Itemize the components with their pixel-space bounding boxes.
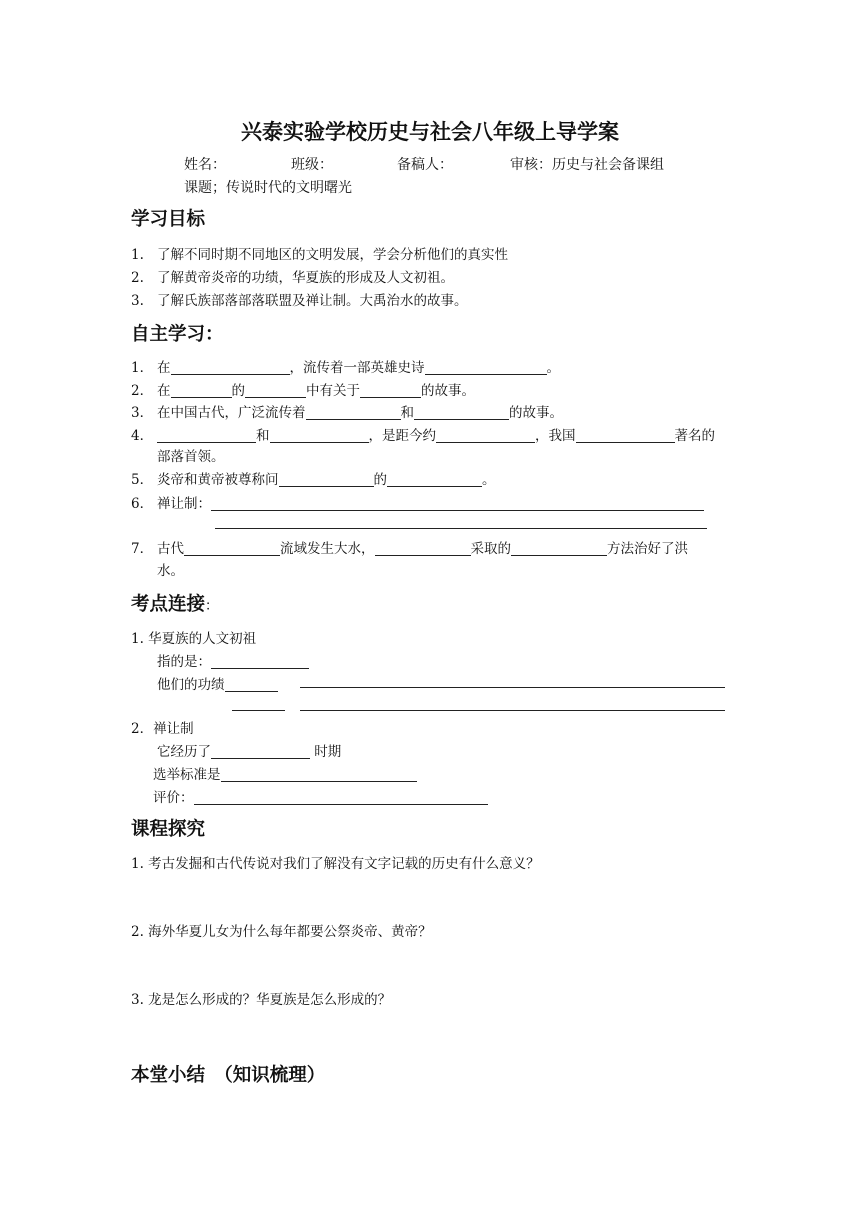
q2-text-a: 在 xyxy=(157,383,171,399)
criteria-blank[interactable] xyxy=(221,768,417,782)
q6-blank-2[interactable] xyxy=(215,528,707,529)
period-label: 它经历了 xyxy=(157,744,211,760)
q4-number: 4． xyxy=(131,428,154,444)
topic-label: 课题；传说时代的文明曙光 xyxy=(184,180,352,196)
q4-text-a: 和 xyxy=(256,428,270,444)
self-study-q4 xyxy=(131,424,715,444)
criteria-row xyxy=(153,763,417,783)
q6-blank-1[interactable] xyxy=(211,497,704,511)
q4-blank-4[interactable] xyxy=(576,429,675,443)
merits-label: 他们的功绩 xyxy=(157,677,225,693)
merits-row xyxy=(157,673,278,693)
q5-text-c: 。 xyxy=(482,472,496,488)
q5-blank-2[interactable] xyxy=(387,473,482,487)
exam-points-heading-colon: ： xyxy=(205,598,219,614)
period-suffix: 时期 xyxy=(314,744,342,760)
exam-points-heading-text: 考点连接 xyxy=(131,594,206,615)
refers-blank[interactable] xyxy=(211,655,309,669)
exam-item-1-title: 1. 华夏族的人文初祖 xyxy=(131,631,257,647)
q4-text-d: 著名的 xyxy=(674,428,715,444)
q2-text-c: 中有关于 xyxy=(306,383,360,399)
q3-text-a: 在中国古代，广泛流传着 xyxy=(157,405,306,421)
q2-number: 2． xyxy=(131,383,154,399)
q2-blank-2[interactable] xyxy=(245,384,306,398)
objective-item xyxy=(131,243,508,263)
self-study-q2 xyxy=(131,379,475,399)
q5-text-b: 的 xyxy=(373,472,387,488)
q7-text-c: 采取的 xyxy=(470,541,511,557)
q3-blank-1[interactable] xyxy=(306,406,401,420)
q1-blank-2[interactable] xyxy=(425,361,547,375)
q4-continuation: 部落首领。 xyxy=(157,449,225,465)
q7-number: 7． xyxy=(131,541,154,557)
q7-continuation: 水。 xyxy=(157,563,184,579)
objective-number: 2. xyxy=(131,270,144,286)
q6-text-a: 禅让制： xyxy=(157,496,211,512)
evaluation-label: 评价： xyxy=(153,790,194,806)
q2-text-d: 的故事。 xyxy=(421,383,475,399)
q5-blank-1[interactable] xyxy=(279,473,374,487)
q7-blank-2[interactable] xyxy=(375,542,471,556)
q7-text-a: 古代 xyxy=(157,541,184,557)
self-study-q1 xyxy=(131,356,560,376)
q4-text-b: ，是距今约 xyxy=(368,428,436,444)
q1-text-b: ，流传着一部英雄史诗 xyxy=(289,360,425,376)
q7-text-b: 流域发生大水， xyxy=(280,541,375,557)
q3-text-c: 的故事。 xyxy=(509,405,563,421)
q2-blank-3[interactable] xyxy=(360,384,421,398)
self-study-q6 xyxy=(131,492,704,512)
q1-text-c: 。 xyxy=(546,360,560,376)
q4-blank-1[interactable] xyxy=(157,429,256,443)
q2-text-b: 的 xyxy=(231,383,245,399)
exam-item-2-title: 2．禅让制 xyxy=(131,721,194,737)
q7-blank-3[interactable] xyxy=(511,542,607,556)
objective-text: 了解不同时期不同地区的文明发展，学会分析他们的真实性 xyxy=(157,247,508,263)
q1-text-a: 在 xyxy=(157,360,171,376)
inquiry-heading: 课程探究 xyxy=(131,819,206,840)
q2-blank-1[interactable] xyxy=(171,384,232,398)
inquiry-question-1: 1. 考古发掘和古代传说对我们了解没有文字记载的历史有什么意义？ xyxy=(131,856,540,872)
objectives-heading: 学习目标 xyxy=(131,209,206,230)
name-label: 姓名： xyxy=(184,157,226,173)
merits-blank-3[interactable] xyxy=(232,710,285,711)
objective-item xyxy=(131,266,454,286)
class-label: 班级： xyxy=(291,157,333,173)
author-label: 备稿人： xyxy=(397,157,453,173)
q5-text-a: 炎帝和黄帝被尊称问 xyxy=(157,472,279,488)
period-row xyxy=(157,740,341,760)
q7-text-d: 方法治好了洪 xyxy=(607,541,688,557)
objective-item xyxy=(131,289,468,309)
self-study-q3 xyxy=(131,401,563,421)
q3-text-b: 和 xyxy=(400,405,414,421)
merits-blank-1[interactable] xyxy=(225,678,278,692)
summary-heading: 本堂小结 （知识梳理） xyxy=(131,1065,326,1086)
q6-number: 6． xyxy=(131,496,154,512)
page-title: 兴泰实验学校历史与社会八年级上导学案 xyxy=(241,119,619,144)
criteria-label: 选举标准是 xyxy=(153,767,221,783)
refers-row xyxy=(157,650,309,670)
evaluation-row xyxy=(153,786,488,806)
self-study-q5 xyxy=(131,468,496,488)
q1-blank-1[interactable] xyxy=(171,361,290,375)
q3-number: 3． xyxy=(131,405,154,421)
inquiry-question-3: 3. 龙是怎么形成的？华夏族是怎么形成的？ xyxy=(131,992,392,1008)
merits-blank-2[interactable] xyxy=(300,687,725,688)
q7-blank-1[interactable] xyxy=(184,542,280,556)
refers-label: 指的是： xyxy=(157,654,211,670)
self-study-heading: 自主学习： xyxy=(131,324,224,345)
q3-blank-2[interactable] xyxy=(414,406,509,420)
period-blank[interactable] xyxy=(211,745,310,759)
review-label: 审核：历史与社会备课组 xyxy=(510,157,664,173)
self-study-q7 xyxy=(131,537,688,557)
evaluation-blank[interactable] xyxy=(194,791,488,805)
objective-number: 1. xyxy=(131,247,144,263)
q4-blank-3[interactable] xyxy=(436,429,535,443)
merits-blank-4[interactable] xyxy=(300,710,725,711)
q5-number: 5． xyxy=(131,472,154,488)
objective-number: 3. xyxy=(131,293,144,309)
exam-points-heading xyxy=(131,590,219,616)
objective-text: 了解黄帝炎帝的功绩，华夏族的形成及人文初祖。 xyxy=(157,270,454,286)
inquiry-question-2: 2. 海外华夏儿女为什么每年都要公祭炎帝、黄帝？ xyxy=(131,924,432,940)
q4-text-c: ，我国 xyxy=(535,428,576,444)
q4-blank-2[interactable] xyxy=(270,429,369,443)
objective-text: 了解氏族部落部落联盟及禅让制。大禹治水的故事。 xyxy=(157,293,468,309)
q1-number: 1． xyxy=(131,360,154,376)
